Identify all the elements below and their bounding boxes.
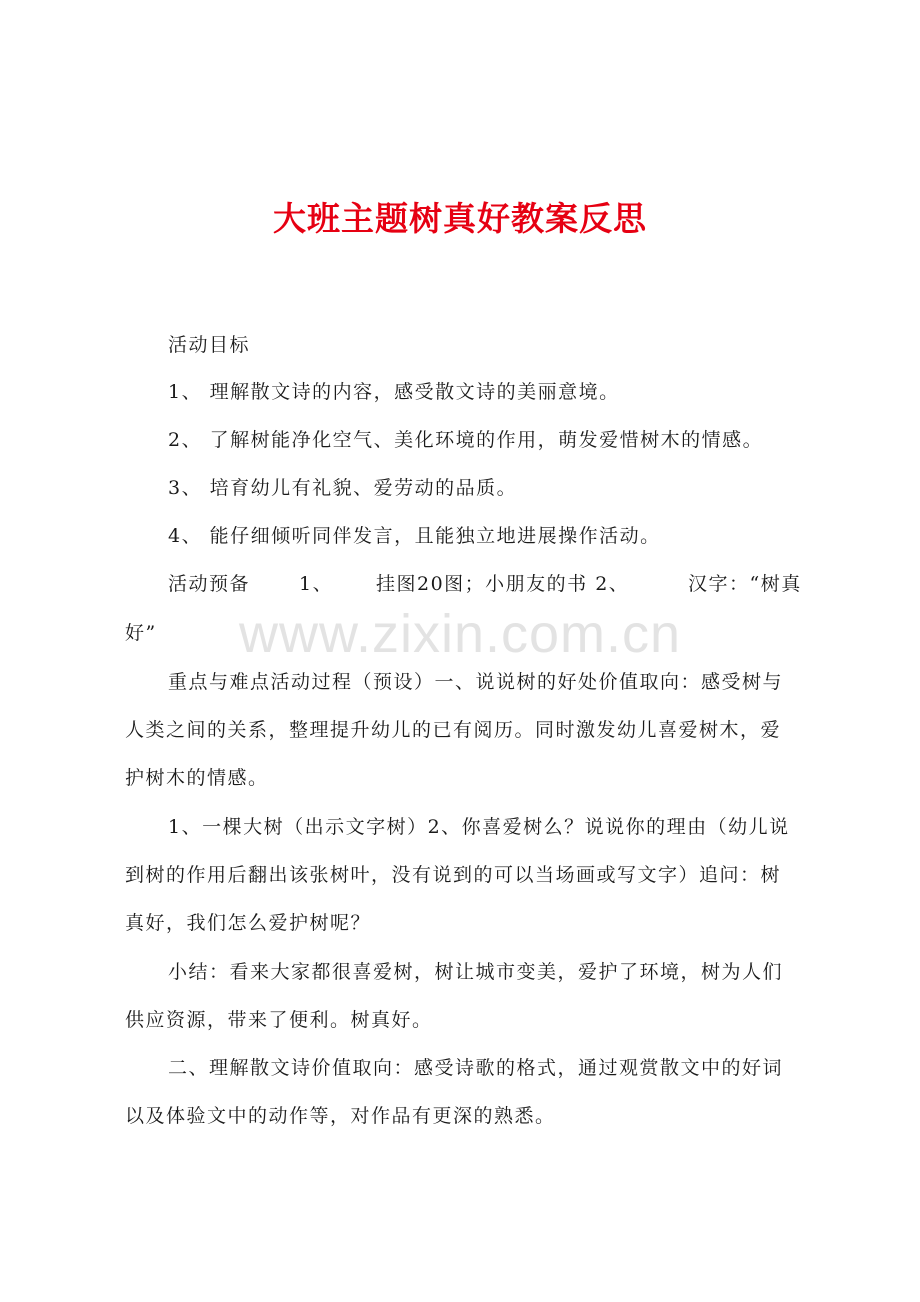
paragraph-line: 以及体验文中的动作等，对作品有更深的熟悉。	[125, 1105, 556, 1127]
paragraph-line: 真好，我们怎么爱护树呢？	[125, 912, 372, 934]
goal-item: 3、 培育幼儿有礼貌、爱劳动的品质。	[168, 477, 518, 499]
paragraph-line: 重点与难点活动过程（预设）一、说说树的好处价值取向：感受树与	[168, 671, 784, 693]
watermark: www.zixin.com.cn	[238, 604, 682, 664]
prep-continuation: 好”	[125, 622, 157, 644]
prep-item-text: 挂图20图；小朋友的书 2、	[376, 573, 630, 595]
paragraph-line: 1、一棵大树（出示文字树）2、你喜爱树么？说说你的理由（幼儿说	[168, 816, 790, 838]
goal-item: 4、 能仔细倾听同伴发言，且能独立地进展操作活动。	[168, 525, 661, 547]
prep-label: 活动预备	[168, 573, 251, 595]
paragraph-line: 供应资源，带来了便利。树真好。	[125, 1009, 433, 1031]
paragraph-line: 人类之间的关系，整理提升幼儿的已有阅历。同时激发幼儿喜爱树木，爱	[125, 719, 782, 741]
goal-item: 2、 了解树能净化空气、美化环境的作用，萌发爱惜树木的情感。	[168, 429, 764, 451]
prep-line	[168, 569, 802, 599]
prep-item-number: 1、	[299, 573, 334, 595]
paragraph-line: 小结：看来大家都很喜爱树，树让城市变美，爱护了环境，树为人们	[168, 961, 784, 983]
document-title: 大班主题树真好教案反思	[273, 199, 647, 238]
section-heading-goals: 活动目标	[168, 334, 251, 356]
paragraph-line: 二、理解散文诗价值取向：感受诗歌的格式，通过观赏散文中的好词	[168, 1057, 784, 1079]
paragraph-line: 到树的作用后翻出该张树叶，没有说到的可以当场画或写文字）追问：树	[125, 864, 782, 886]
goal-item: 1、 理解散文诗的内容，感受散文诗的美丽意境。	[168, 381, 620, 403]
prep-item-text: 汉字：“树真	[688, 573, 802, 595]
paragraph-line: 护树木的情感。	[125, 767, 269, 789]
